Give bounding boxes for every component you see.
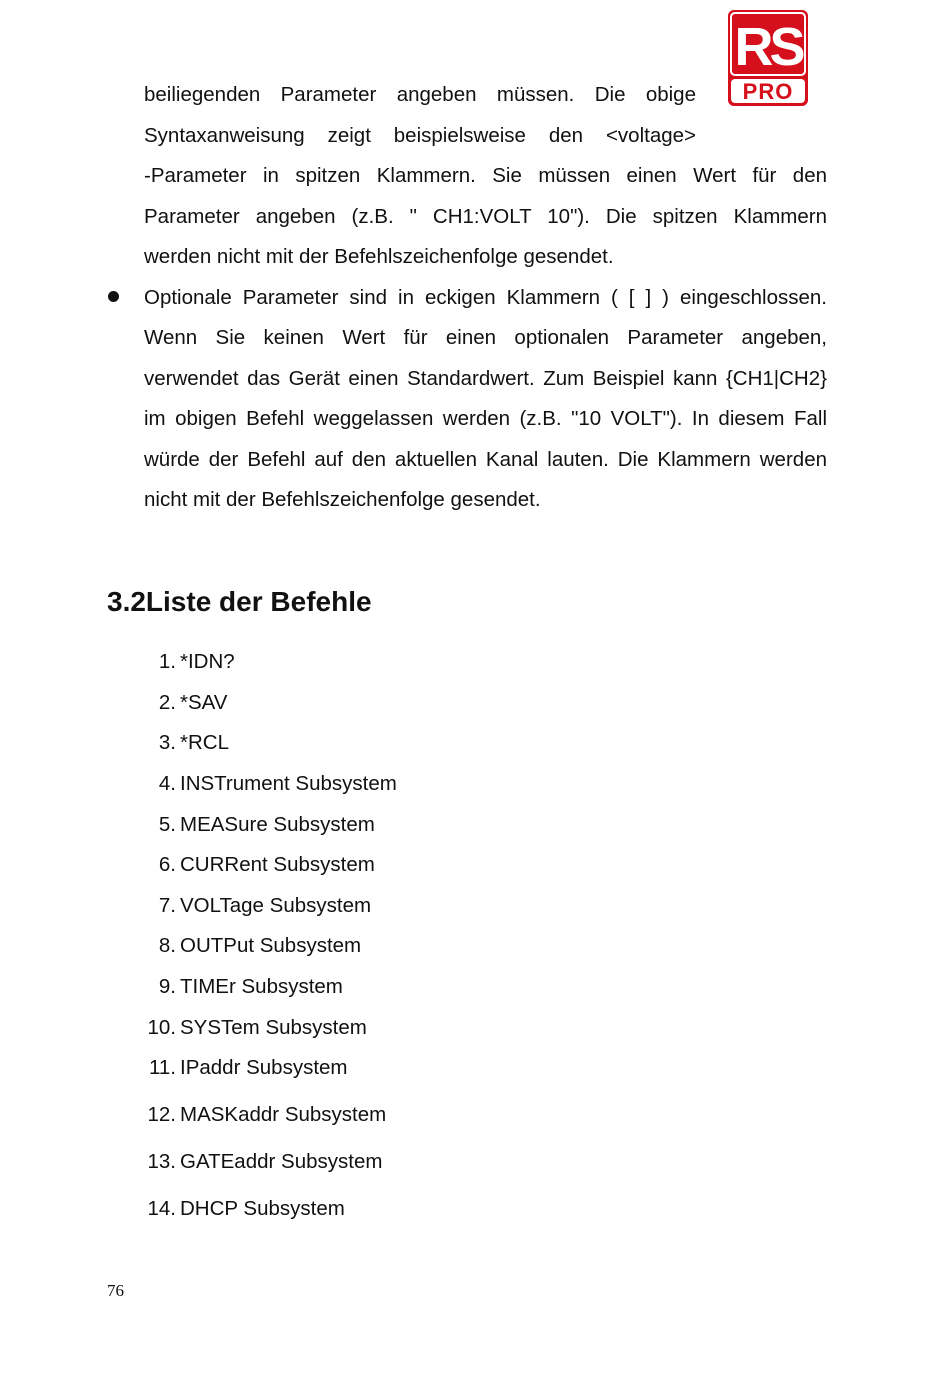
list-item-number: 7.: [158, 894, 176, 917]
list-item-text: *IDN?: [180, 650, 235, 673]
list-item-number: 14.: [147, 1197, 176, 1220]
paragraph-line: Wenn Sie keinen Wert für einen optionalen Parameter angeben,: [144, 326, 827, 349]
paragraph-line: beiliegenden Parameter angeben müssen. Die obige: [144, 83, 696, 106]
list-item-text: DHCP Subsystem: [180, 1197, 345, 1220]
section-heading: 3.2Liste der Befehle: [107, 586, 372, 617]
paragraph-line: verwendet das Gerät einen Standardwert. Zum Beispiel kann {CH1|CH2}: [144, 367, 827, 390]
list-item-number: 1.: [158, 650, 176, 673]
list-item-number: 13.: [147, 1150, 176, 1173]
paragraph-line: im obigen Befehl weggelassen werden (z.B. "10 VOLT"). In diesem Fall: [144, 407, 827, 430]
list-item-number: 6.: [158, 853, 176, 876]
page-number: 76: [107, 1281, 124, 1300]
paragraph-line: -Parameter in spitzen Klammern. Sie müssen einen Wert für den: [144, 164, 827, 187]
list-item-number: 5.: [158, 813, 176, 836]
list-item-text: MEASure Subsystem: [180, 813, 375, 836]
list-item-number: 3.: [158, 731, 176, 754]
paragraph-line: nicht mit der Befehlszeichenfolge gesendet.: [144, 488, 541, 511]
paragraph-line: Parameter angeben (z.B. " CH1:VOLT 10"). Die spitzen Klammern: [144, 205, 827, 228]
list-item-text: CURRent Subsystem: [180, 853, 375, 876]
list-item-number: 2.: [158, 691, 176, 714]
list-item-number: 11.: [149, 1056, 176, 1079]
rs-pro-logo: [728, 10, 808, 106]
list-item-number: 4.: [158, 772, 176, 795]
list-item-number: 10.: [147, 1016, 176, 1039]
list-item-text: INSTrument Subsystem: [180, 772, 397, 795]
bullet-icon: [108, 291, 119, 302]
paragraph-line: Syntaxanweisung zeigt beispielsweise den <voltage>: [144, 124, 696, 147]
list-item-text: SYSTem Subsystem: [180, 1016, 367, 1039]
list-item-text: IPaddr Subsystem: [180, 1056, 348, 1079]
list-item-text: VOLTage Subsystem: [180, 894, 372, 917]
paragraph-line: würde der Befehl auf den aktuellen Kanal lauten. Die Klammern werden: [144, 448, 827, 471]
list-item-number: 12.: [147, 1103, 176, 1126]
paragraph-line: werden nicht mit der Befehlszeichenfolge gesendet.: [144, 245, 614, 268]
list-item-number: 9.: [158, 975, 176, 998]
list-item-text: OUTPut Subsystem: [180, 934, 362, 957]
paragraph-line: Optionale Parameter sind in eckigen Klammern ( [ ] ) eingeschlossen.: [144, 286, 827, 309]
svg-text:PRO: PRO: [742, 79, 794, 104]
list-item-text: *RCL: [180, 731, 229, 754]
svg-text:RS: RS: [734, 17, 802, 77]
list-item-text: MASKaddr Subsystem: [180, 1103, 387, 1126]
list-item-text: *SAV: [180, 691, 228, 714]
list-item-text: GATEaddr Subsystem: [180, 1150, 383, 1173]
list-item-text: TIMEr Subsystem: [180, 975, 343, 998]
list-item-number: 8.: [158, 934, 176, 957]
